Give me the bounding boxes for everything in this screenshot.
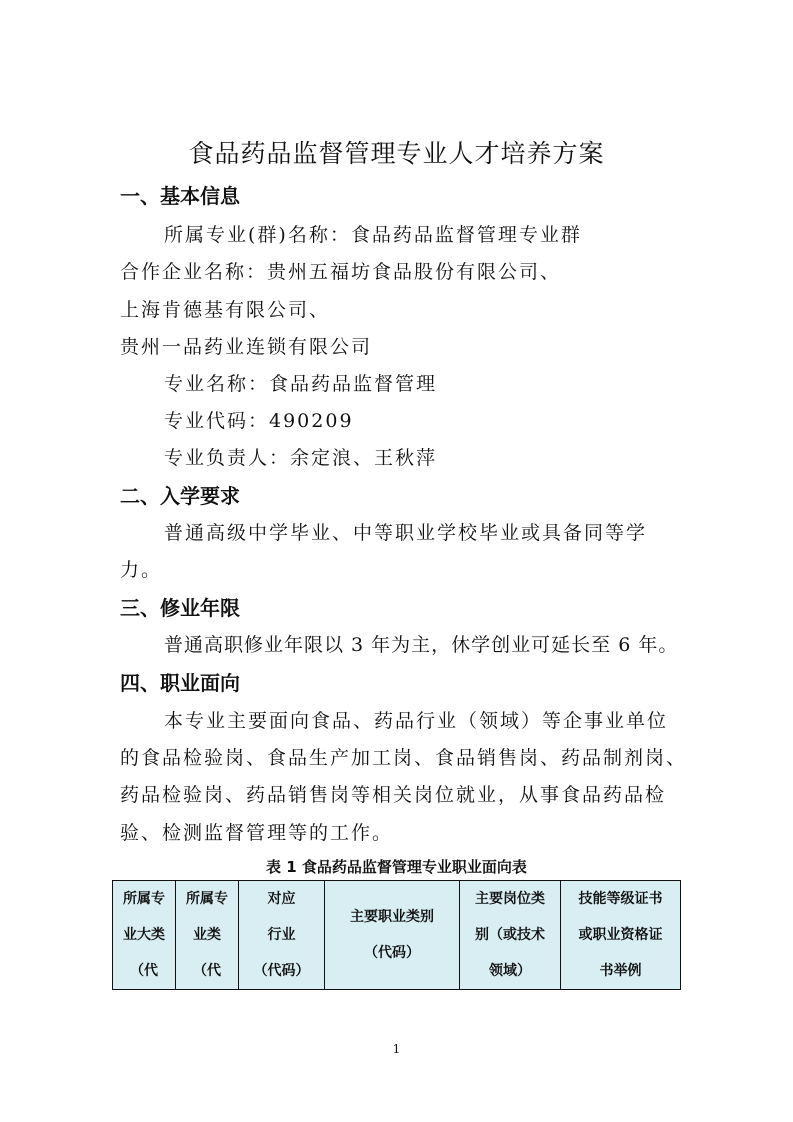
- text-line: 专业代码：490209: [164, 410, 354, 432]
- header-line: （代: [130, 963, 158, 979]
- text-line: 专业名称：食品药品监督管理: [164, 373, 438, 395]
- header-positions: [460, 881, 561, 990]
- text-line: 药品检验岗、药品销售岗等相关岗位就业，从事食品药品检: [120, 784, 667, 806]
- header-line: 主要职业类别: [350, 909, 434, 925]
- section-heading-study-length: 三、修业年限: [120, 596, 240, 620]
- text-line: 贵州一品药业连锁有限公司: [120, 336, 373, 358]
- header-subcategory: [176, 881, 239, 990]
- header-line: 领域）: [489, 963, 531, 979]
- header-line: 对应: [267, 891, 296, 907]
- section-heading-basic-info: 一、基本信息: [120, 184, 240, 208]
- text-line: 专业负责人：余定浪、王秋萍: [164, 447, 438, 469]
- header-line: 业类: [193, 927, 221, 943]
- text-line: 上海肯德基有限公司、: [120, 299, 331, 321]
- text-line: 所属专业(群)名称：食品药品监督管理专业群: [164, 224, 582, 246]
- section-heading-admission: 二、入学要求: [120, 484, 240, 508]
- header-industry: [239, 881, 325, 990]
- header-line: 所属专: [123, 891, 165, 907]
- header-line: （代: [193, 963, 221, 979]
- text-line: 力。: [120, 559, 163, 581]
- header-line: 行业: [267, 927, 296, 943]
- header-line: 书举例: [599, 963, 642, 979]
- page-number: 1: [392, 1042, 401, 1056]
- text-line: 的食品检验岗、食品生产加工岗、食品销售岗、药品制剂岗、: [120, 747, 688, 769]
- text-line: 合作企业名称：贵州五福坊食品股份有限公司、: [120, 261, 562, 283]
- header-line: （代码）: [253, 963, 310, 979]
- header-certificates: [561, 881, 681, 990]
- text-line: 普通高级中学毕业、中等职业学校毕业或具备同等学: [164, 522, 648, 544]
- section-heading-career-direction: 四、职业面向: [120, 671, 240, 695]
- career-table: [112, 880, 681, 990]
- table-caption: 表 1 食品药品监督管理专业职业面向表: [266, 858, 527, 876]
- header-line: 所属专: [186, 891, 228, 907]
- header-line: 主要岗位类: [475, 891, 545, 907]
- document-title: 食品药品监督管理专业人才培养方案: [188, 139, 605, 168]
- header-line: 或职业资格证: [578, 927, 663, 943]
- text-line: 本专业主要面向食品、药品行业（领域）等企事业单位: [164, 710, 669, 732]
- header-line: 业大类: [123, 927, 165, 943]
- header-occupation: [325, 881, 460, 990]
- table-header-row: [113, 881, 681, 990]
- header-category: [113, 881, 176, 990]
- header-line: （代码）: [364, 945, 420, 961]
- header-line: 别（或技术: [475, 927, 545, 943]
- header-line: 技能等级证书: [578, 891, 663, 907]
- text-line: 验、检测监督管理等的工作。: [120, 822, 394, 844]
- text-line: 普通高职修业年限以 3 年为主，休学创业可延长至 6 年。: [164, 634, 679, 656]
